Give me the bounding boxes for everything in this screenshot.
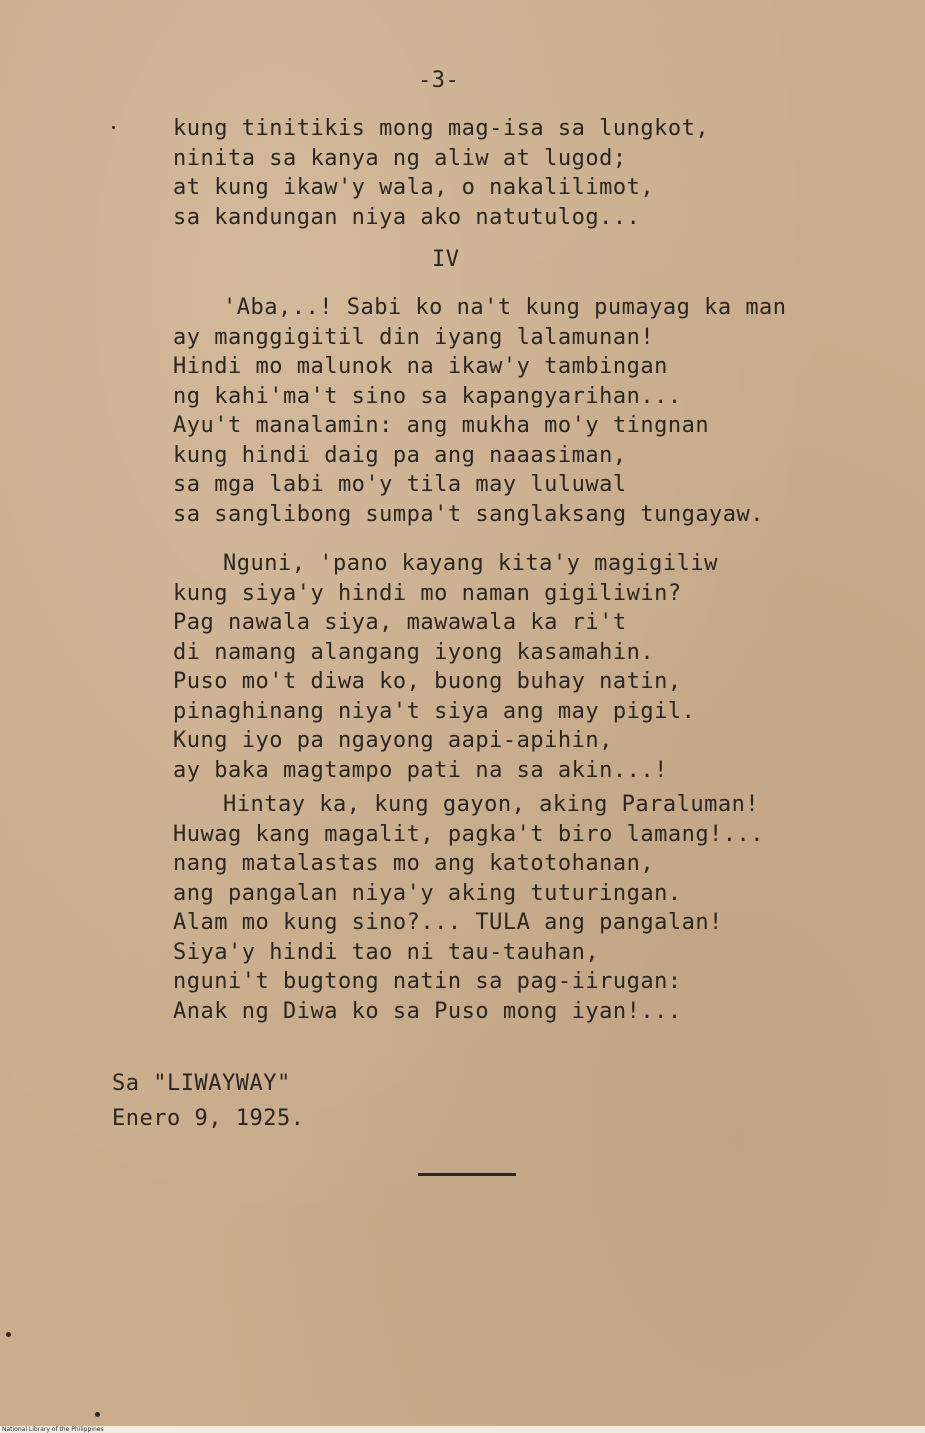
- poem-line: di namang alangang iyong kasamahin.: [173, 639, 655, 665]
- poem-line: Hindi mo malunok na ikaw'y tambingan: [173, 354, 668, 379]
- poem-line: pinaghinang niya't siya ang may pigil.: [173, 698, 696, 724]
- source-date: Enero 9, 1925.: [112, 1106, 305, 1131]
- page-number: -3-: [418, 68, 460, 93]
- poem-line: sa kandungan niya ako natutulog...: [173, 204, 641, 230]
- stanza-3: [173, 549, 718, 785]
- library-credit: National Library of the Philippines: [2, 1426, 104, 1433]
- stanza-1: [173, 114, 709, 232]
- stanza-4: [173, 790, 764, 1026]
- source-citation: [112, 1066, 304, 1136]
- poem-line: ang pangalan niya'y aking tuturingan.: [173, 880, 682, 906]
- footer-strip: [0, 1426, 925, 1433]
- poem-line: kung hindi daig pa ang naaasiman,: [173, 442, 627, 468]
- poem-line: Hintay ka, kung gayon, aking Paraluman!: [223, 792, 760, 817]
- poem-line: kung siya'y hindi mo naman gigiliwin?: [173, 580, 682, 606]
- poem-line: ay baka magtampo pati na sa akin...!: [173, 757, 668, 783]
- poem-line: Anak ng Diwa ko sa Puso mong iyan!...: [173, 998, 682, 1024]
- poem-line: kung tinitikis mong mag-isa sa lungkot,: [173, 116, 710, 141]
- stanza-2: [173, 293, 787, 529]
- section-numeral: IV: [432, 247, 460, 272]
- poem-line: Huwag kang magalit, pagka't biro lamang!...: [173, 821, 765, 847]
- end-rule: [418, 1173, 516, 1176]
- poem-line: ay manggigitil din iyang lalamunan!: [173, 324, 655, 350]
- poem-line: at kung ikaw'y wala, o nakalilimot,: [173, 175, 655, 200]
- poem-line: sa mga labi mo'y tila may luluwal: [173, 472, 627, 497]
- poem-line: nang matalastas mo ang katotohanan,: [173, 851, 655, 876]
- poem-line: ng kahi'ma't sino sa kapangyarihan...: [173, 383, 682, 409]
- poem-line: 'Aba,..! Sabi ko na't kung pumayag ka man: [223, 295, 787, 320]
- poem-line: Siya'y hindi tao ni tau-tauhan,: [173, 939, 600, 965]
- poem-line: nguni't bugtong natin sa pag-iirugan:: [173, 969, 682, 994]
- poem-line: Ayu't manalamin: ang mukha mo'y tingnan: [173, 413, 710, 438]
- paper-speck: [6, 1332, 11, 1337]
- poem-line: Nguni, 'pano kayang kita'y magigiliw: [223, 551, 718, 576]
- poem-line: Pag nawala siya, mawawala ka ri't: [173, 610, 627, 635]
- source-publication: Sa "LIWAYWAY": [112, 1071, 291, 1096]
- poem-line: Puso mo't diwa ko, buong buhay natin,: [173, 669, 682, 694]
- poem-line: Kung iyo pa ngayong aapi-apihin,: [173, 728, 613, 753]
- paper-speck: [95, 1412, 100, 1417]
- poem-line: Alam mo kung sino?... TULA ang pangalan!: [173, 910, 723, 935]
- poem-line: sa sanglibong sumpa't sanglaksang tungayaw.: [173, 501, 765, 527]
- paper-speck: [112, 126, 115, 129]
- poem-line: ninita sa kanya ng aliw at lugod;: [173, 145, 627, 171]
